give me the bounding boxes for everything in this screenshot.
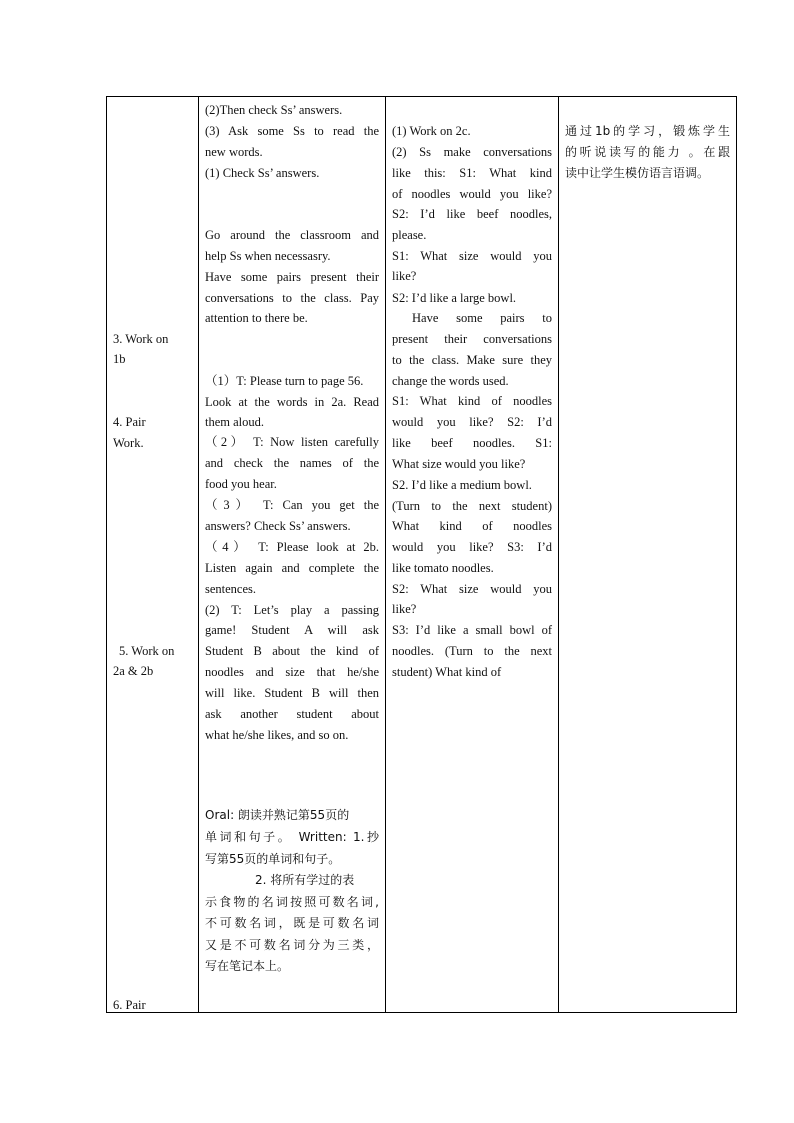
col2-line: (2) T: Let’s play a passing	[205, 603, 379, 617]
teacher-activity-column	[199, 97, 386, 1013]
col2-line: Go around the classroom and	[205, 228, 379, 242]
col2-line: Have some pairs present their	[205, 270, 379, 284]
col3-line: Have some pairs to	[412, 311, 552, 325]
col3-line: change the words used.	[392, 374, 509, 388]
col4-line: 通过1b的学习，锻炼学生	[565, 124, 730, 138]
col3-line: noodles. (Turn to the next	[392, 644, 552, 658]
col2-line: 示食物的名词按照可数名词,	[205, 895, 379, 909]
col3-line: would you like? S3: I’d	[392, 540, 552, 554]
col2-line: 写第55页的单词和句子。	[205, 852, 341, 866]
col3-line: S2: I’d like a large bowl.	[392, 291, 517, 305]
col2-line: （2） T: Now listen carefully	[205, 435, 379, 449]
col2-line: 单词和句子。 Written: 1.抄	[205, 830, 379, 844]
col2-line: answers? Check Ss’ answers.	[205, 519, 351, 533]
col3-line: S3: I’d like a small bowl of	[392, 623, 552, 637]
col3-line: student) What kind of	[392, 665, 502, 679]
col2-line: help Ss when necessasry.	[205, 249, 331, 263]
col3-line: (Turn to the next student)	[392, 499, 552, 513]
col2-line: noodles and size that he/she	[205, 665, 379, 679]
col1-line: 4. Pair	[113, 415, 146, 429]
col2-line: （4） T: Please look at 2b.	[205, 540, 379, 554]
col2-line: ask another student about	[205, 707, 379, 721]
col3-line: like tomato noodles.	[392, 561, 494, 575]
col2-line: Oral: 朗读并熟记第55页的	[205, 808, 350, 822]
col3-line: S1: What size would you	[392, 249, 552, 263]
col2-line: （1）T: Please turn to page 56.	[205, 374, 364, 388]
col2-line: game! Student A will ask	[205, 623, 379, 637]
col2-line: them aloud.	[205, 415, 265, 429]
col3-line: like?	[392, 269, 417, 283]
col3-line: like this: S1: What kind	[392, 166, 552, 180]
purpose-column	[559, 97, 737, 1013]
col2-line: Listen again and complete the	[205, 561, 379, 575]
col3-line: of noodles would you like?	[392, 187, 552, 201]
col1-line: 1b	[113, 352, 126, 366]
col3-line: (1) Work on 2c.	[392, 124, 471, 138]
col1-line: 6. Pair	[113, 998, 146, 1012]
col2-line: (3) Ask some Ss to read the	[205, 124, 379, 138]
col3-line: (2) Ss make conversations	[392, 145, 552, 159]
col3-line: S2. I’d like a medium bowl.	[392, 478, 532, 492]
col2-line: （3） T: Can you get the	[205, 498, 379, 512]
col2-line: (1) Check Ss’ answers.	[205, 166, 320, 180]
col2-line: conversations to the class. Pay	[205, 291, 379, 305]
col2-line: will like. Student B will then	[205, 686, 379, 700]
student-activity-column	[386, 97, 559, 1013]
col1-line: 2a & 2b	[113, 664, 154, 678]
col2-line: attention to there be.	[205, 311, 308, 325]
col2-line: food you hear.	[205, 477, 277, 491]
col2-line: what he/she likes, and so on.	[205, 728, 349, 742]
col3-line: would you like? S2: I’d	[392, 415, 552, 429]
col2-line: new words.	[205, 145, 263, 159]
col3-line: to the class. Make sure they	[392, 353, 552, 367]
col3-line: like?	[392, 602, 417, 616]
col2-line: 写在笔记本上。	[205, 959, 290, 973]
col2-line: and check the names of the	[205, 456, 379, 470]
col3-line: please.	[392, 228, 427, 242]
col3-line: like beef noodles. S1:	[392, 436, 552, 450]
col3-line: S2: What size would you	[392, 582, 552, 596]
col4-line: 的听说读写的能力 。在跟	[565, 145, 730, 159]
col3-line: What size would you like?	[392, 457, 526, 471]
col1-line: Work.	[113, 436, 144, 450]
step-column	[107, 97, 199, 1013]
col2-line: Student B about the kind of	[205, 644, 379, 658]
col1-line: 3. Work on	[113, 332, 169, 346]
col3-line: What kind of noodles	[392, 519, 552, 533]
col2-line: (2)Then check Ss’ answers.	[205, 103, 343, 117]
col3-line: present their conversations	[392, 332, 552, 346]
col4-line: 读中让学生模仿语言语调。	[565, 166, 710, 180]
col2-line: Look at the words in 2a. Read	[205, 395, 379, 409]
col2-line: 又是不可数名词分为三类，	[205, 938, 379, 952]
col1-line: 5. Work on	[119, 644, 175, 658]
lesson-plan-table	[106, 96, 737, 1013]
col2-line: 不可数名词，既是可数名词	[205, 916, 379, 930]
col2-line: 2. 将所有学过的表	[255, 873, 355, 887]
col2-line: sentences.	[205, 582, 257, 596]
col3-line: S2: I’d like beef noodles,	[392, 207, 552, 221]
col3-line: S1: What kind of noodles	[392, 394, 552, 408]
